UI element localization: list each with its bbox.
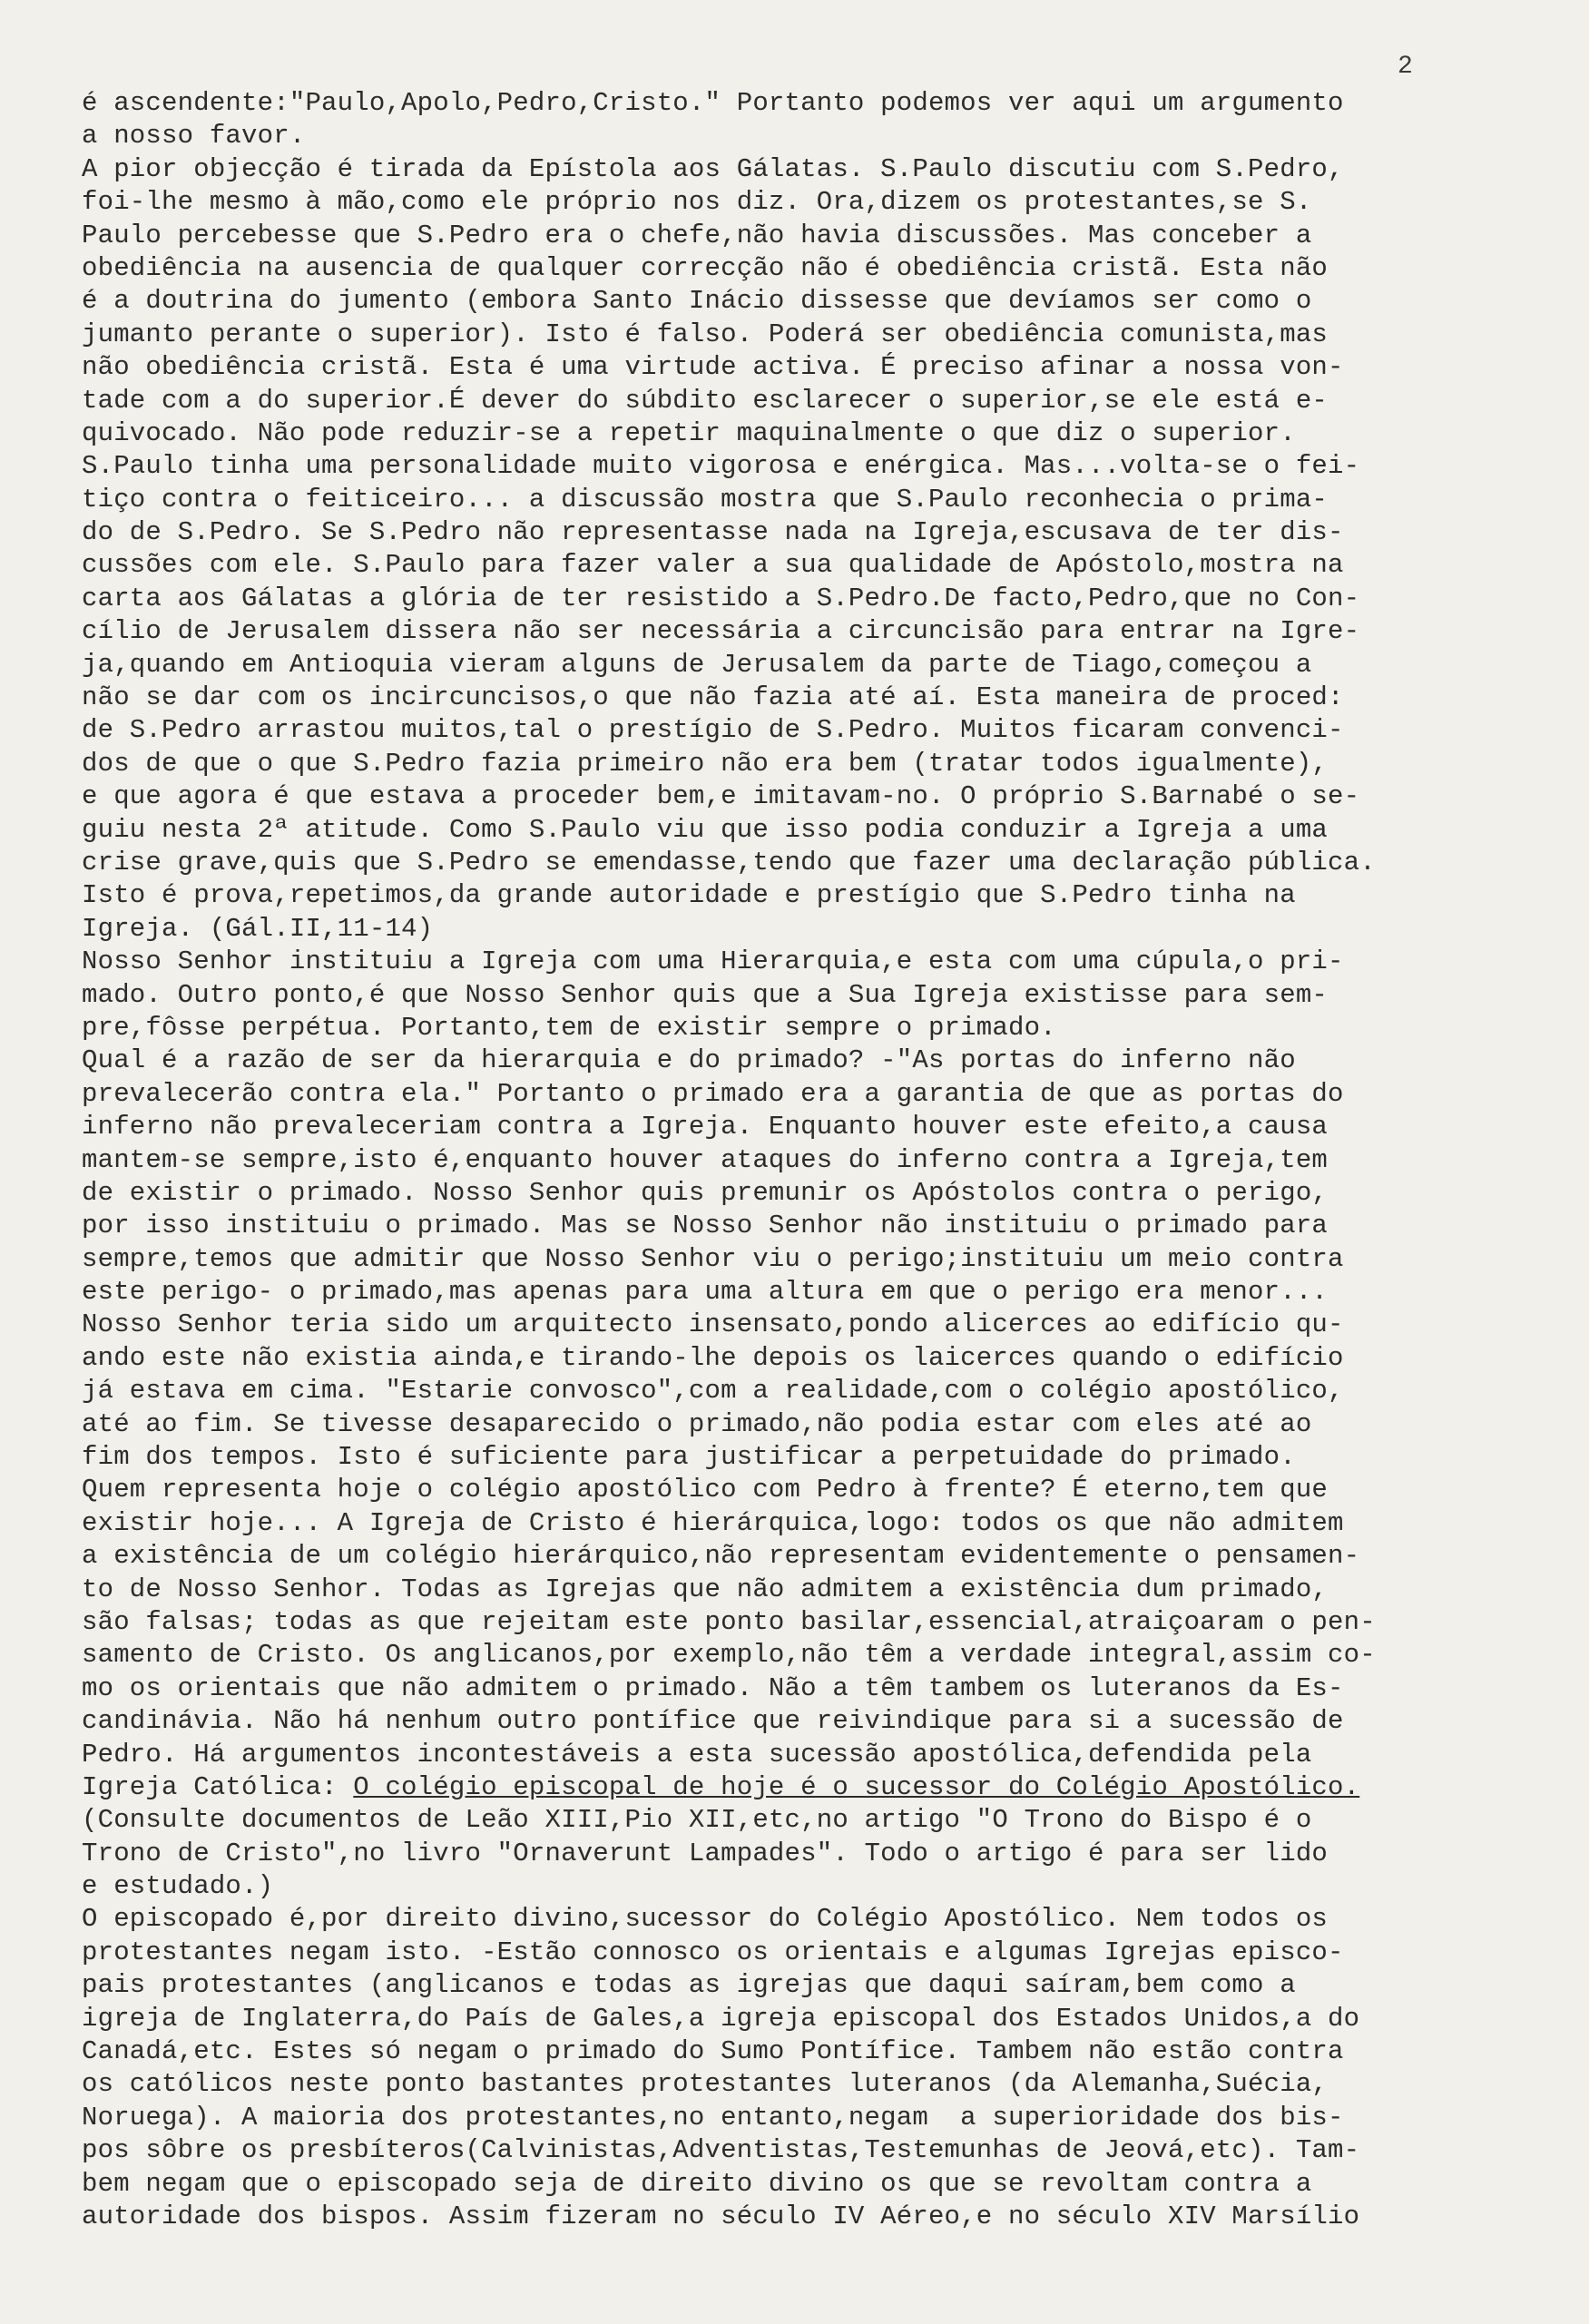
text-line: e estudado.) [82, 1871, 274, 1902]
text-line: de S.Pedro arrastou muitos,tal o prestígio de S.Pedro. Muitos ficaram convenci- [82, 715, 1344, 746]
text-line: (Consulte documentos de Leão XIII,Pio XII,etc,no artigo "O Trono do Bispo é o [82, 1805, 1312, 1836]
text-line: tiço contra o feiticeiro... a discussão mostra que S.Paulo reconhecia o prima- [82, 484, 1329, 515]
text-line: S.Paulo tinha uma personalidade muito vigorosa e enérgica. Mas...volta-se o fei- [82, 451, 1360, 482]
text-line-with-underline [82, 1771, 1552, 1804]
text-line: foi-lhe mesmo à mão,como ele próprio nos diz. Ora,dizem os protestantes,se S. [82, 187, 1312, 218]
text-line: não se dar com os incircuncisos,o que não fazia até aí. Esta maneira de proced: [82, 682, 1344, 713]
text-line: Paulo percebesse que S.Pedro era o chefe,não havia discussões. Mas conceber a [82, 220, 1312, 250]
page-number: 2 [1398, 53, 1413, 81]
text-line: Nosso Senhor teria sido um arquitecto insensato,pondo alicerces ao edifício qu- [82, 1309, 1344, 1340]
text-line: tade com a do superior.É dever do súbdito esclarecer o superior,se ele está e- [82, 385, 1329, 416]
text-line: pais protestantes (anglicanos e todas as igrejas que daqui saíram,bem como a [82, 1970, 1296, 2001]
text-line: Pedro. Há argumentos incontestáveis a esta sucessão apostólica,defendida pela [82, 1739, 1312, 1770]
text-line: A pior objecção é tirada da Epístola aos Gálatas. S.Paulo discutiu com S.Pedro, [82, 153, 1344, 184]
text-line: autoridade dos bispos. Assim fizeram no século IV Aéreo,e no século XIV Marsílio [82, 2201, 1360, 2231]
text-line: igreja de Inglaterra,do País de Gales,a igreja episcopal dos Estados Unidos,a do [82, 2003, 1360, 2034]
underlined-thesis: O colégio episcopal de hoje é o sucessor do Colégio Apostólico. [353, 1771, 1360, 1802]
text-line: inferno não prevaleceriam contra a Igreja. Enquanto houver este efeito,a causa [82, 1112, 1329, 1142]
text-line: crise grave,quis que S.Pedro se emendasse,tendo que fazer uma declaração pública. [82, 847, 1376, 878]
text-line: carta aos Gálatas a glória de ter resistido a S.Pedro.De facto,Pedro,que no Con- [82, 583, 1360, 613]
text-line: por isso instituiu o primado. Mas se Nosso Senhor não instituiu o primado para [82, 1211, 1329, 1241]
text-line: ando este não existia ainda,e tirando-lhe depois os laicerces quando o edifício [82, 1342, 1344, 1373]
text-line: mo os orientais que não admitem o primado. Não a têm tambem os luteranos da Es- [82, 1672, 1344, 1703]
text-line: mado. Outro ponto,é que Nosso Senhor quis que a Sua Igreja existisse para sem- [82, 979, 1329, 1010]
text-line: guiu nesta 2ª atitude. Como S.Paulo viu que isso podia conduzir a Igreja a uma [82, 814, 1329, 845]
line-lead-text: Igreja Católica: [82, 1771, 354, 1802]
text-line: não obediência cristã. Esta é uma virtude activa. É preciso afinar a nossa von- [82, 352, 1344, 383]
text-line: e que agora é que estava a proceder bem,e imitavam-no. O próprio S.Barnabé o se- [82, 781, 1360, 812]
text-line: existir hoje... A Igreja de Cristo é hierárquica,logo: todos os que não admitem [82, 1507, 1344, 1538]
text-line: jumanto perante o superior). Isto é falso. Poderá ser obediência comunista,mas [82, 319, 1329, 349]
text-line: até ao fim. Se tivesse desaparecido o primado,não podia estar com eles até ao [82, 1408, 1312, 1439]
text-line: dos de que o que S.Pedro fazia primeiro não era bem (tratar todos igualmente), [82, 748, 1329, 779]
text-line: já estava em cima. "Estarie convosco",com a realidade,com o colégio apostólico, [82, 1376, 1344, 1407]
text-line: de existir o primado. Nosso Senhor quis premunir os Apóstolos contra o perigo, [82, 1177, 1329, 1208]
text-line: a existência de um colégio hierárquico,não representam evidentemente o pensamen- [82, 1541, 1360, 1572]
text-line: a nosso favor. [82, 121, 306, 152]
text-line: Isto é prova,repetimos,da grande autoridade e prestígio que S.Pedro tinha na [82, 880, 1296, 911]
text-line: cussões com ele. S.Paulo para fazer valer a sua qualidade de Apóstolo,mostra na [82, 550, 1344, 581]
text-line: é ascendente:"Paulo,Apolo,Pedro,Cristo." Portanto podemos ver aqui um argumento [82, 88, 1344, 118]
body-text [82, 87, 1552, 2267]
text-line: ja,quando em Antioquia vieram alguns de Jerusalem da parte de Tiago,começou a [82, 649, 1312, 680]
text-line: samento de Cristo. Os anglicanos,por exemplo,não têm a verdade integral,assim co- [82, 1640, 1376, 1671]
text-line: pos sôbre os presbíteros(Calvinistas,Adventistas,Testemunhas de Jeová,etc). Tam- [82, 2135, 1360, 2166]
text-line: Nosso Senhor instituiu a Igreja com uma Hierarquia,e esta com uma cúpula,o pri- [82, 946, 1344, 977]
text-line: cílio de Jerusalem dissera não ser necessária a circuncisão para entrar na Igre- [82, 616, 1360, 647]
text-line: fim dos tempos. Isto é suficiente para justificar a perpetuidade do primado. [82, 1442, 1296, 1473]
text-line: pre,fôsse perpétua. Portanto,tem de existir sempre o primado. [82, 1012, 1056, 1043]
text-line: os católicos neste ponto bastantes protestantes luteranos (da Alemanha,Suécia, [82, 2069, 1329, 2100]
text-line: obediência na ausencia de qualquer correcção não é obediência cristã. Esta não [82, 252, 1329, 283]
text-line: Trono de Cristo",no livro "Ornaverunt Lampades". Todo o artigo é para ser lido [82, 1838, 1329, 1868]
text-line: candinávia. Não há nenhum outro pontífice que reivindique para si a sucessão de [82, 1706, 1344, 1737]
text-line: é a doutrina do jumento (embora Santo Inácio dissesse que devíamos ser como o [82, 286, 1312, 317]
text-line: O episcopado é,por direito divino,sucessor do Colégio Apostólico. Nem todos os [82, 1904, 1329, 1935]
text-line: bem negam que o episcopado seja de direito divino os que se revoltam contra a [82, 2168, 1312, 2199]
text-line: do de S.Pedro. Se S.Pedro não representasse nada na Igreja,escusava de ter dis- [82, 517, 1344, 548]
text-line: sempre,temos que admitir que Nosso Senhor viu o perigo;instituiu um meio contra [82, 1243, 1344, 1274]
text-line: prevalecerão contra ela." Portanto o primado era a garantia de que as portas do [82, 1078, 1344, 1109]
text-line: são falsas; todas as que rejeitam este ponto basilar,essencial,atraiçoaram o pen- [82, 1606, 1376, 1637]
text-line: Qual é a razão de ser da hierarquia e do primado? -"As portas do inferno não [82, 1045, 1296, 1076]
text-line: to de Nosso Senhor. Todas as Igrejas que não admitem a existência dum primado, [82, 1574, 1329, 1604]
text-line: quivocado. Não pode reduzir-se a repetir maquinalmente o que diz o superior. [82, 417, 1296, 448]
text-line: Quem representa hoje o colégio apostólico com Pedro à frente? É eterno,tem que [82, 1475, 1329, 1505]
text-line [82, 2233, 1552, 2266]
text-line: Noruega). A maioria dos protestantes,no entanto,negam a superioridade dos bis- [82, 2102, 1344, 2133]
text-line: Igreja. (Gál.II,11-14) [82, 913, 434, 944]
text-line: Canadá,etc. Estes só negam o primado do Sumo Pontífice. Tambem não estão contra [82, 2036, 1344, 2067]
text-line: protestantes negam isto. -Estão connosco os orientais e algumas Igrejas episco- [82, 1937, 1344, 1967]
text-line: este perigo- o primado,mas apenas para uma altura em que o perigo era menor... [82, 1277, 1329, 1308]
text-line: mantem-se sempre,isto é,enquanto houver ataques do inferno contra a Igreja,tem [82, 1144, 1329, 1175]
